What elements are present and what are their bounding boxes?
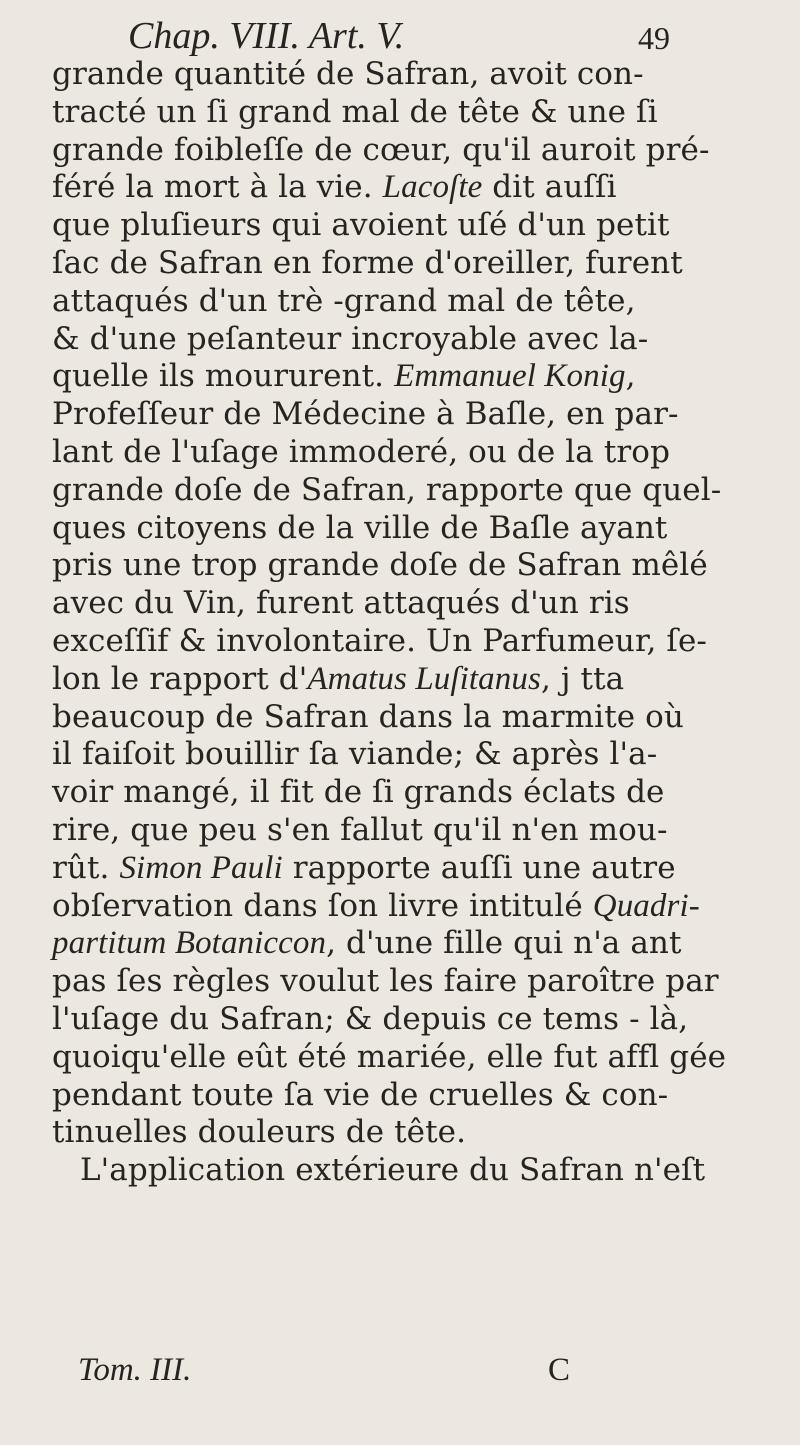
text-line (52, 510, 752, 548)
text-line (52, 132, 752, 170)
italic-name: Amatus Luſitanus (307, 660, 541, 697)
italic-name: Lacoſte (382, 169, 483, 206)
text-line (52, 699, 752, 737)
text-run: féré la mort à la vie. (52, 169, 383, 206)
text-line (52, 434, 752, 472)
text-line (52, 1077, 752, 1115)
text-line (52, 850, 752, 888)
text-run: attaqués d'un trè -grand mal de tête, (52, 282, 636, 319)
text-run: rire, que peu s'en fallut qu'il n'en mou- (52, 811, 668, 848)
text-run: quoiqu'elle eût été mariée, elle fut affl gée (52, 1038, 727, 1075)
text-line (52, 888, 752, 926)
text-run: l'uſage du Safran; & depuis ce tems - là, (52, 1000, 689, 1037)
text-run: obſervation dans ſon livre intitulé (52, 887, 593, 924)
text-run: lon le rapport d' (52, 660, 308, 697)
text-line (52, 963, 752, 1001)
text-line (52, 283, 752, 321)
text-run: pas ſes règles voulut les faire paroître par (52, 963, 719, 1000)
text-run: exceſſif & involontaire. Un Parfumeur, ſe- (52, 622, 707, 659)
text-run: grande doſe de Safran, rapporte que quel- (52, 471, 722, 508)
text-line (52, 472, 752, 510)
text-run: rût. (52, 849, 120, 886)
text-line (52, 56, 752, 94)
italic-name: Quadri- (592, 887, 700, 924)
text-line (52, 812, 752, 850)
text-run: lant de l'uſage immoderé, ou de la trop (52, 433, 671, 470)
running-header (128, 14, 668, 58)
text-run: pris une trop grande doſe de Safran mêlé (52, 547, 708, 584)
page-footer (78, 1350, 728, 1390)
text-run: , j tta (540, 660, 625, 697)
text-line (52, 736, 752, 774)
text-run: grande foibleſſe de cœur, qu'il auroit pré- (52, 131, 710, 168)
text-run: & d'une peſanteur incroyable avec la- (52, 320, 649, 357)
text-run: voir mangé, il fit de ſi grands éclats de (52, 774, 665, 811)
signature-mark: C (548, 1352, 571, 1388)
italic-name: Simon Pauli (119, 849, 283, 886)
text-line (52, 585, 752, 623)
text-line (52, 661, 752, 699)
italic-name: partitum Botaniccon (52, 925, 327, 962)
text-run: L'application extérieure du Safran n'eſt (80, 1152, 706, 1189)
tome-label: Tom. III. (78, 1352, 192, 1388)
text-run: pendant toute ſa vie de cruelles & con- (52, 1076, 669, 1113)
text-run: tracté un ſi grand mal de tête & une ſi (52, 93, 658, 130)
text-line (52, 774, 752, 812)
text-line (52, 925, 752, 963)
text-run: , d'une fille qui n'a ant (326, 925, 682, 962)
text-line (52, 623, 752, 661)
text-run: il faiſoit bouillir ſa viande; & après l'a- (52, 736, 658, 773)
text-run: rapporte auſſi une autre (282, 849, 676, 886)
text-run: grande quantité de Safran, avoit con- (52, 56, 644, 92)
text-line (52, 321, 752, 359)
text-run: beaucoup de Safran dans la marmite où (52, 698, 684, 735)
running-title: Chap. VIII. Art. V. (128, 15, 405, 57)
text-run: ſac de Safran en forme d'oreiller, furent (52, 244, 683, 281)
text-run: ques citoyens de la ville de Baſle ayant (52, 509, 668, 546)
text-line (52, 396, 752, 434)
text-run: avec du Vin, furent attaqués d'un ris (52, 585, 630, 622)
page-number: 49 (638, 20, 670, 56)
text-run: dit auſſi (482, 169, 617, 206)
text-line (52, 1001, 752, 1039)
italic-name: Emmanuel Konig (394, 358, 626, 395)
text-run: quelle ils moururent. (52, 358, 395, 395)
text-line (52, 547, 752, 585)
body-text (52, 56, 752, 1190)
text-line (52, 169, 752, 207)
text-line (52, 94, 752, 132)
text-run: Profeſſeur de Médecine à Baſle, en par- (52, 396, 679, 433)
text-run: que pluſieurs qui avoient uſé d'un petit (52, 207, 670, 244)
text-line (52, 1039, 752, 1077)
text-line (52, 245, 752, 283)
text-run: tinuelles douleurs de tête. (52, 1114, 467, 1151)
text-line (52, 1152, 752, 1190)
text-line (52, 1114, 752, 1152)
text-run: , (625, 358, 636, 395)
text-line (52, 207, 752, 245)
text-line (52, 358, 752, 396)
